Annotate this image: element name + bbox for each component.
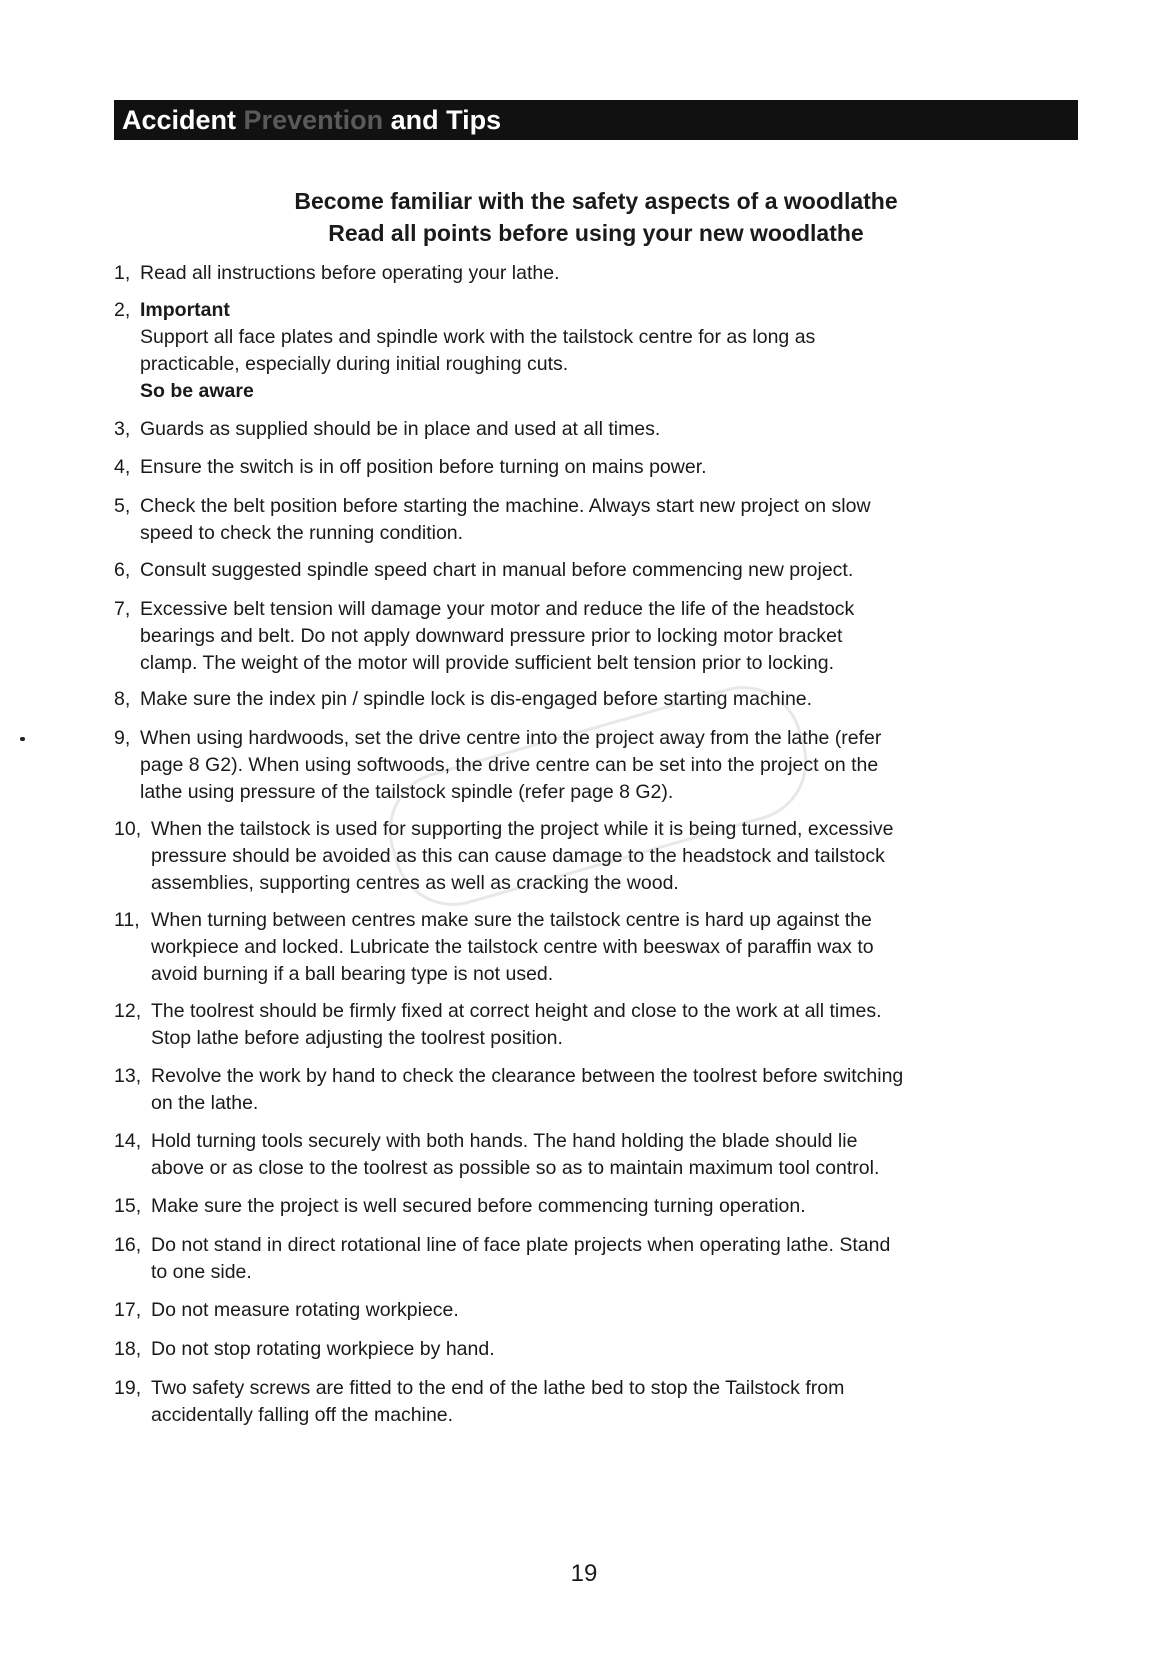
item-number: 7, [114,598,131,620]
item-number: 17, [114,1299,142,1321]
item-heading-important: Important [140,299,230,321]
item-text: Make sure the project is well secured before commencing turning operation. [151,1195,806,1217]
item-text: practicable, especially during initial roughing cuts. [140,353,569,375]
item-text: Make sure the index pin / spindle lock is dis-engaged before starting machine. [140,688,813,710]
item-number: 8, [114,688,131,710]
item-text: Support all face plates and spindle work with the tailstock centre for as long as [140,326,816,348]
item-number: 12, [114,1000,142,1022]
item-text: Do not measure rotating workpiece. [151,1299,459,1321]
item-text: Do not stop rotating workpiece by hand. [151,1338,495,1360]
item-text: Ensure the switch is in off position before turning on mains power. [140,456,707,478]
item-text: page 8 G2). When using softwoods, the drive centre can be set into the project on the [140,754,879,776]
item-text: Check the belt position before starting the machine. Always start new project on slow [140,495,871,517]
item-text: Guards as supplied should be in place and used at all times. [140,418,661,440]
item-number: 10, [114,818,142,840]
item-text: Excessive belt tension will damage your motor and reduce the life of the headstock [140,598,855,620]
item-text: Hold turning tools securely with both hands. The hand holding the blade should lie [151,1130,858,1152]
item-text: pressure should be avoided as this can cause damage to the headstock and tailstock [151,845,885,867]
section-title-word-prevention: Prevention [243,105,384,135]
subtitle-line-2: Read all points before using your new woodlathe [328,220,864,246]
section-title-word-accident: Accident [122,105,237,135]
item-number: 2, [114,299,131,321]
item-number: 4, [114,456,131,478]
item-number: 6, [114,559,131,581]
item-text: The toolrest should be firmly fixed at correct height and close to the work at all times. [151,1000,882,1022]
subtitle-line-1: Become familiar with the safety aspects of a woodlathe [294,188,898,214]
item-text: Do not stand in direct rotational line of face plate projects when operating lathe. Stand [151,1234,891,1256]
item-text: accidentally falling off the machine. [151,1404,454,1426]
item-text: assemblies, supporting centres as well as cracking the wood. [151,872,679,894]
item-text: clamp. The weight of the motor will provide sufficient belt tension prior to locking. [140,652,835,674]
item-text: lathe using pressure of the tailstock spindle (refer page 8 G2). [140,781,674,803]
page-number: 19 [570,1560,598,1587]
section-header-bar [114,100,1078,140]
scan-speck [20,737,25,741]
item-number: 9, [114,727,131,749]
item-number: 3, [114,418,131,440]
item-number: 5, [114,495,131,517]
item-text: Revolve the work by hand to check the clearance between the toolrest before switching [151,1065,904,1087]
item-number: 18, [114,1338,142,1360]
item-text: When turning between centres make sure the tailstock centre is hard up against the [151,909,872,931]
item-text: When using hardwoods, set the drive centre into the project away from the lathe (refer [140,727,882,749]
item-text: above or as close to the toolrest as possible so as to maintain maximum tool control. [151,1157,880,1179]
item-text: avoid burning if a ball bearing type is not used. [151,963,554,985]
item-number: 19, [114,1377,142,1399]
item-number: 15, [114,1195,142,1217]
item-text: Stop lathe before adjusting the toolrest position. [151,1027,563,1049]
section-title [122,102,501,138]
item-text: Consult suggested spindle speed chart in manual before commencing new project. [140,559,854,581]
section-title-word-tips: and Tips [390,105,502,135]
item-text: workpiece and locked. Lubricate the tailstock centre with beeswax of paraffin wax to [151,936,874,958]
item-number: 14, [114,1130,142,1152]
item-number: 13, [114,1065,142,1087]
item-text: on the lathe. [151,1092,259,1114]
item-text: bearings and belt. Do not apply downward pressure prior to locking motor bracket [140,625,843,647]
item-text: When the tailstock is used for supporting the project while it is being turned, excessive [151,818,894,840]
item-text: to one side. [151,1261,252,1283]
item-number: 16, [114,1234,142,1256]
item-footer-so-be-aware: So be aware [140,380,254,402]
item-text: Read all instructions before operating your lathe. [140,262,560,284]
item-text: Two safety screws are fitted to the end of the lathe bed to stop the Tailstock from [151,1377,845,1399]
item-text: speed to check the running condition. [140,522,464,544]
item-number: 11, [114,909,140,931]
item-number: 1, [114,262,131,284]
